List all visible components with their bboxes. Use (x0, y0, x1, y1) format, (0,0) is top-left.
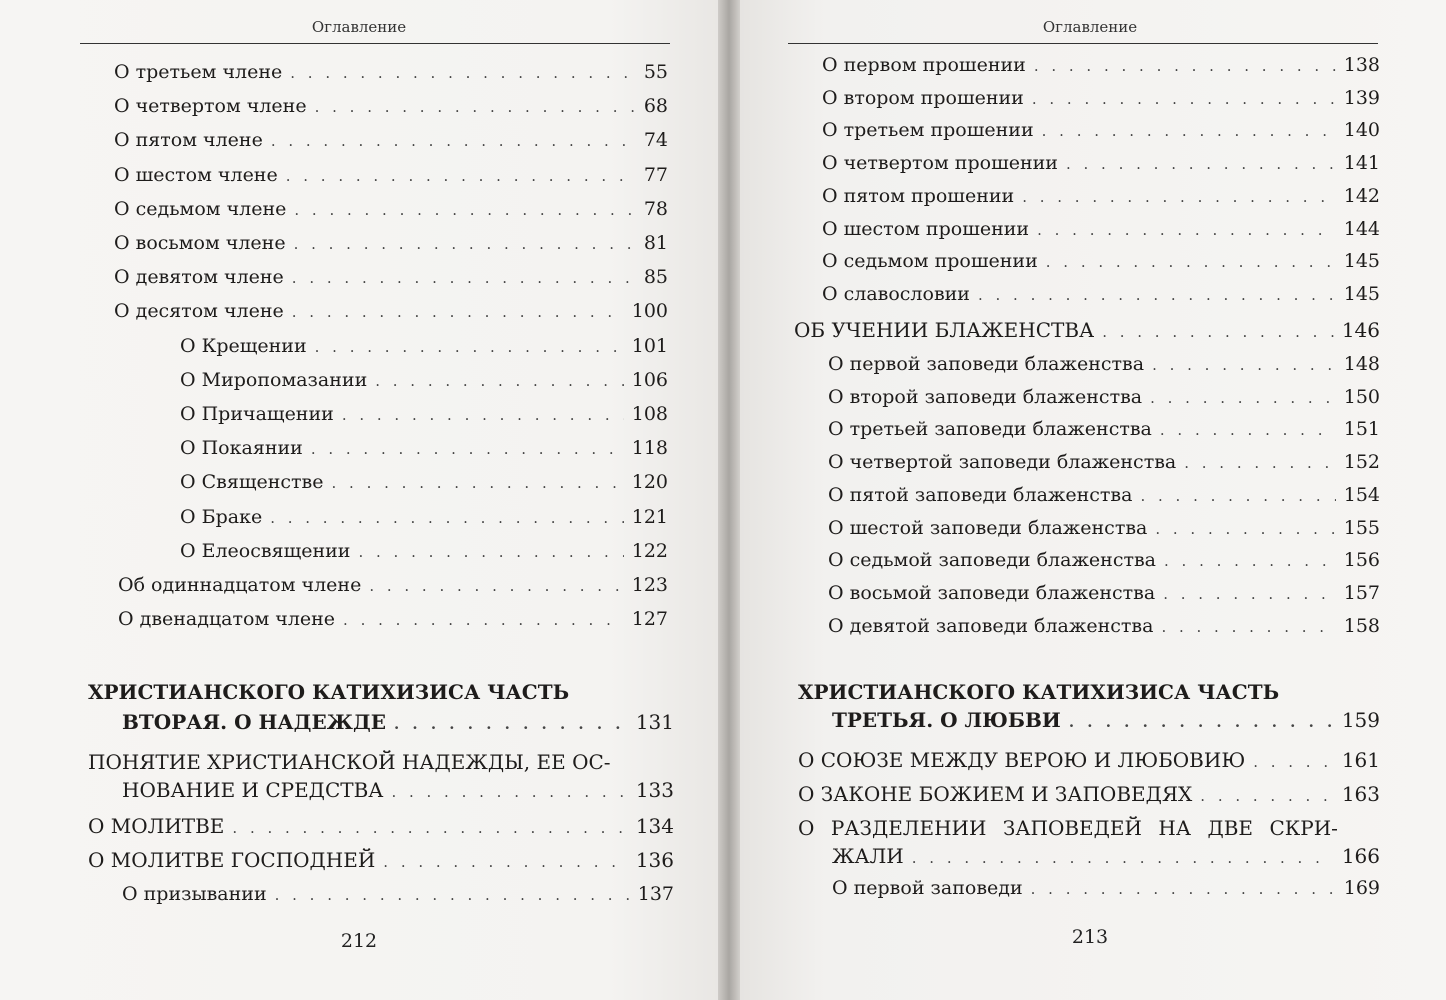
entry-page-number: 118 (631, 437, 668, 460)
first-commandment-entry: О первой заповеди . . . 169 (832, 876, 1380, 901)
dot-leader (332, 471, 624, 495)
toc-entry (828, 352, 1380, 377)
dot-leader (286, 164, 636, 188)
dot-leader (1034, 54, 1336, 78)
entry-page-number: 78 (643, 197, 668, 220)
toc-entry (180, 402, 668, 427)
entry-page-number: 155 (1343, 516, 1380, 539)
entry-title: О пятой заповеди блаженства (828, 483, 1133, 506)
dot-leader (294, 198, 635, 222)
toc-entry (822, 217, 1380, 242)
part-two-heading-line1: ХРИСТИАНСКОГО КАТИХИЗИСА ЧАСТЬ (88, 680, 570, 704)
toc-entry (180, 436, 668, 461)
header-rule (80, 43, 670, 44)
running-head: Оглавление (1042, 18, 1138, 36)
dot-leader (343, 608, 624, 632)
entry-title: О Крещении (180, 334, 307, 357)
entry-page-number: 123 (631, 574, 668, 596)
dot-leader (1164, 549, 1336, 573)
entry-title: О первом прошении (822, 54, 1026, 76)
entry-page-number: 74 (643, 129, 668, 152)
entry-page-number: 108 (631, 403, 668, 425)
entry-page-number: 85 (643, 266, 668, 289)
dot-leader (1022, 185, 1336, 209)
entry-title: О Миропомазании (180, 368, 368, 391)
entry-title: О десятом члене (114, 300, 284, 323)
entry-title: О первой заповеди блаженства (828, 353, 1145, 375)
entry-page-number: 142 (1343, 184, 1380, 207)
entry-title: О восьмом члене (114, 232, 286, 254)
entry-page-number: 101 (631, 334, 668, 357)
toc-entry (822, 86, 1380, 111)
dot-leader (315, 335, 624, 359)
dot-leader (1037, 218, 1336, 242)
entry-title: О шестом члене (114, 163, 278, 186)
entry-title: О Причащении (180, 403, 334, 425)
tablets-heading: ЖАЛИ . . . 166 (832, 844, 1380, 870)
dot-leader (292, 300, 624, 324)
entry-page-number: 140 (1343, 119, 1380, 142)
toc-entry (828, 483, 1380, 508)
entry-title: О восьмой заповеди блаженства (828, 581, 1156, 604)
dot-leader (369, 574, 623, 598)
toc-entry (828, 516, 1380, 541)
entry-page-number: 157 (1343, 581, 1380, 604)
toc-entry (180, 368, 668, 393)
toc-entry (822, 249, 1380, 274)
entry-page-number: 121 (631, 505, 668, 528)
toc-entry (114, 163, 668, 188)
part-three-heading-line1: ХРИСТИАНСКОГО КАТИХИЗИСА ЧАСТЬ (798, 680, 1280, 704)
dot-leader (1046, 250, 1336, 274)
entry-page-number: 152 (1343, 451, 1380, 474)
toc-entry (180, 334, 668, 359)
dot-leader (1066, 152, 1336, 176)
toc-entry (822, 53, 1380, 78)
entry-page-number: 122 (631, 539, 668, 562)
toc-entry (822, 118, 1380, 143)
entry-page-number: 106 (631, 368, 668, 391)
toc-entry (114, 231, 668, 256)
entry-title: О славословии (822, 282, 970, 305)
lords-prayer-heading: О МОЛИТВЕ ГОСПОДНЕЙ . . . 136 (88, 848, 674, 874)
dot-leader (342, 403, 624, 427)
law-heading: О ЗАКОНЕ БОЖИЕМ И ЗАПОВЕДЯХ . . . 163 (798, 782, 1380, 808)
header-rule (788, 43, 1378, 44)
toc-entry (828, 614, 1380, 639)
dot-leader (311, 437, 624, 461)
toc-entry (114, 197, 668, 222)
toc-entry (180, 505, 668, 530)
dot-leader (270, 506, 624, 530)
running-head: Оглавление (311, 18, 407, 36)
part-two-heading: ВТОРАЯ. О НАДЕЖДЕ . . . 131 (122, 710, 674, 736)
dot-leader (1152, 353, 1336, 377)
dot-leader (1163, 582, 1336, 606)
toc-entry (114, 60, 668, 85)
prayer-heading: О МОЛИТВЕ . . . 134 (88, 814, 674, 840)
toc-entry (114, 128, 668, 153)
entry-title: О Елеосвящении (180, 539, 351, 562)
toc-entry (822, 151, 1380, 176)
tablets-heading-line1: О РАЗДЕЛЕНИИ ЗАПОВЕДЕЙ НА ДВЕ СКРИ- (798, 816, 1338, 840)
page-number: 213 (1071, 926, 1109, 948)
dot-leader (1155, 517, 1335, 541)
entry-title: О Покаянии (180, 437, 303, 460)
toc-entry (828, 450, 1380, 475)
entry-title: О пятом члене (114, 129, 263, 152)
dot-leader (1150, 386, 1336, 410)
entry-title: О девятом члене (114, 266, 284, 289)
union-heading: О СОЮЗЕ МЕЖДУ ВЕРОЮ И ЛЮБОВИЮ . . . 161 (798, 748, 1380, 774)
entry-title: О пятом прошении (822, 184, 1015, 207)
entry-title: О третьем члене (114, 61, 283, 83)
entry-page-number: 158 (1343, 614, 1380, 637)
entry-title: О Браке (180, 505, 263, 528)
entry-page-number: 141 (1343, 152, 1380, 175)
entry-page-number: 145 (1343, 282, 1380, 305)
entry-page-number: 81 (643, 232, 668, 254)
entry-page-number: 154 (1343, 483, 1380, 506)
left-page (0, 0, 718, 1000)
entry-title: Об одиннадцатом члене (118, 574, 362, 596)
entry-title: О седьмом члене (114, 197, 287, 220)
dot-leader (294, 232, 636, 256)
entry-title: О четвертом члене (114, 95, 307, 118)
entry-title: О втором прошении (822, 86, 1024, 109)
dot-leader (978, 283, 1336, 307)
beatitudes-heading: ОБ УЧЕНИИ БЛАЖЕНСТВА . . . 146 (794, 318, 1380, 344)
dot-leader (1042, 119, 1336, 143)
toc-entry (828, 385, 1380, 410)
entry-page-number: 150 (1343, 385, 1380, 408)
entry-page-number: 100 (631, 300, 668, 323)
entry-page-number: 120 (631, 471, 668, 494)
entry-page-number: 55 (643, 61, 668, 83)
dot-leader (1184, 451, 1336, 475)
dot-leader (358, 540, 623, 564)
page-number: 212 (340, 930, 378, 952)
toc-entry (180, 470, 668, 495)
entry-title: О третьей заповеди блаженства (828, 418, 1152, 441)
hope-heading-line1: ПОНЯТИЕ ХРИСТИАНСКОЙ НАДЕЖДЫ, ЕЕ ОС- (88, 750, 611, 774)
book-gutter (718, 0, 740, 1000)
entry-title: О шестой заповеди блаженства (828, 516, 1148, 539)
dot-leader (1032, 87, 1336, 111)
entry-page-number: 127 (631, 608, 668, 631)
dot-leader (315, 95, 636, 119)
entry-page-number: 156 (1343, 549, 1380, 572)
dot-leader (375, 369, 624, 393)
entry-page-number: 138 (1343, 54, 1380, 76)
toc-entry (828, 581, 1380, 606)
dot-leader (1160, 418, 1336, 442)
entry-title: О Священстве (180, 471, 324, 494)
toc-entry (118, 607, 668, 632)
entry-title: О четвертой заповеди блаженства (828, 451, 1177, 474)
entry-page-number: 139 (1343, 86, 1380, 109)
entry-title: О второй заповеди блаженства (828, 385, 1143, 408)
entry-title: О третьем прошении (822, 119, 1034, 142)
dot-leader (271, 129, 636, 153)
invocation-entry: О призывании . . . 137 (122, 882, 674, 907)
toc-entry (114, 94, 668, 119)
entry-title: О седьмой заповеди блаженства (828, 549, 1157, 572)
entry-page-number: 148 (1343, 353, 1380, 375)
toc-entry (828, 417, 1380, 442)
entry-title: О двенадцатом члене (118, 608, 336, 631)
toc-entry (114, 265, 668, 290)
toc-entry (822, 184, 1380, 209)
toc-entry (828, 548, 1380, 573)
entry-title: О четвертом прошении (822, 152, 1058, 175)
part-three-heading: ТРЕТЬЯ. О ЛЮБВИ . . . 159 (832, 708, 1380, 734)
toc-entry (114, 299, 668, 324)
dot-leader (290, 61, 636, 85)
entry-page-number: 145 (1343, 250, 1380, 273)
hope-heading: НОВАНИЕ И СРЕДСТВА . . . 133 (122, 778, 674, 804)
entry-page-number: 68 (643, 95, 668, 118)
entry-page-number: 151 (1343, 418, 1380, 441)
entry-title: О шестом прошении (822, 217, 1030, 240)
toc-entry (822, 282, 1380, 307)
dot-leader (292, 266, 636, 290)
dot-leader (1140, 484, 1335, 508)
toc-entry (118, 573, 668, 598)
entry-page-number: 77 (643, 163, 668, 186)
right-page (740, 0, 1446, 1000)
entry-page-number: 144 (1343, 217, 1380, 240)
entry-title: О девятой заповеди блаженства (828, 614, 1154, 637)
toc-entry (180, 539, 668, 564)
entry-title: О седьмом прошении (822, 250, 1038, 273)
dot-leader (1161, 615, 1335, 639)
